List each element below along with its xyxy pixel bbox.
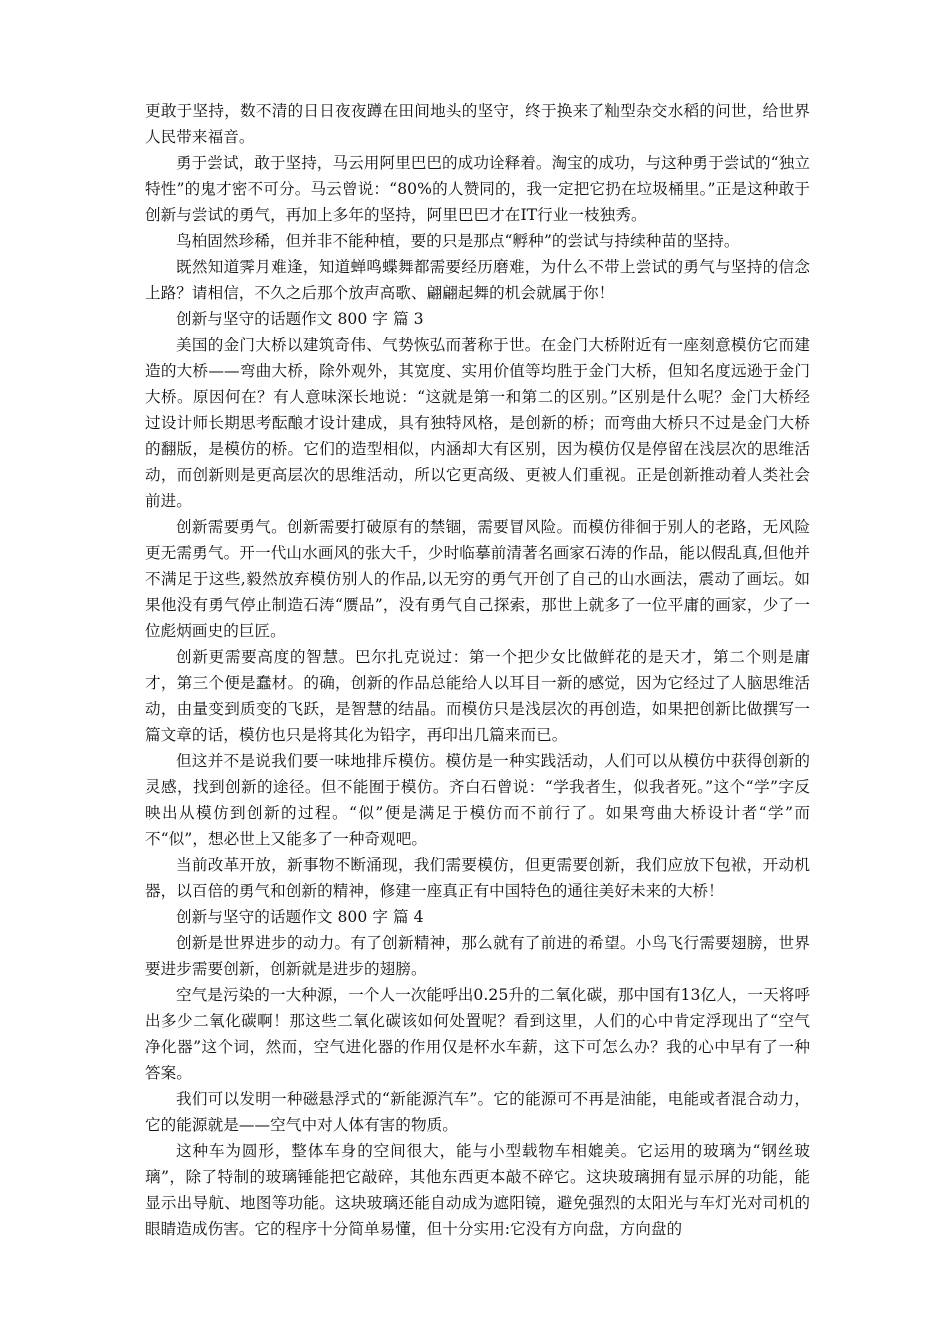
paragraph: 但这并不是说我们要一味地排斥模仿。模仿是一种实践活动，人们可以从模仿中获得创新的灵感，找到创新的途径。但不能囿于模仿。齐白石曾说：“学我者生，似我者死。”这个“学”字反映出从模仿到创新的过程。“似”便是满足于模仿而不前行了。如果弯曲大桥设计者“学”而不“似”，想必世上又能多了一种奇观吧。 bbox=[145, 752, 810, 848]
paragraph: 这种车为圆形，整体车身的空间很大，能与小型载物车相媲美。它运用的玻璃为“钢丝玻璃”，除了特制的玻璃锤能把它敲碎，其他东西更本敲不碎它。这块玻璃拥有显示屏的功能，能显示出导航、地图等功能。这块玻璃还能自动成为遮阳镜，避免强烈的太阳光与车灯光对司机的眼睛造成伤害。它的程序十分简单易懂，但十分实用:它没有方向盘，方向盘的 bbox=[145, 1142, 810, 1238]
paragraph: 美国的金门大桥以建筑奇伟、气势恢弘而著称于世。在金门大桥附近有一座刻意模仿它而建造的大桥——弯曲大桥，除外观外，其宽度、实用价值等均胜于金门大桥，但知名度远逊于金门大桥。原因何在？有人意味深长地说：“这就是第一和第二的区别。”区别是什么呢？金门大桥经过设计师长期思考酝酿才设计建成，具有独特风格，是创新的桥；而弯曲大桥只不过是金门大桥的翻版，是模仿的桥。它们的造型相似，内涵却大有区别，因为模仿仅是停留在浅层次的思维活动，而创新则是更高层次的思维活动，所以它更高级、更被人们重视。正是创新推动着人类社会前进。 bbox=[145, 336, 810, 510]
section-heading: 创新与坚守的话题作文 800 字 篇 3 bbox=[176, 310, 424, 328]
paragraph: 鸟柏固然珍稀，但并非不能种植，要的只是那点“孵种”的尝试与持续种苗的坚持。 bbox=[176, 232, 740, 250]
document-body bbox=[145, 98, 810, 1242]
paragraph: 创新需要勇气。创新需要打破原有的禁锢，需要冒风险。而模仿徘徊于别人的老路，无风险更无需勇气。开一代山水画风的张大千，少时临摹前清著名画家石涛的作品，能以假乱真,但他并不满足于这些,毅然放弃模仿别人的作品,以无穷的勇气开创了自己的山水画法，震动了画坛。如果他没有勇气停止制造石涛“赝品”，没有勇气自己探索，那世上就多了一位平庸的画家，少了一位彪炳画史的巨匠。 bbox=[145, 518, 810, 640]
paragraph: 既然知道霁月难逢，知道蝉鸣蝶舞都需要经历磨难，为什么不带上尝试的勇气与坚持的信念上路？请相信，不久之后那个放声高歌、翩翩起舞的机会就属于你！ bbox=[145, 258, 810, 302]
paragraph: 我们可以发明一种磁悬浮式的“新能源汽车”。它的能源可不再是油能，电能或者混合动力，它的能源就是——空气中对人体有害的物质。 bbox=[145, 1090, 810, 1134]
paragraph: 创新更需要高度的智慧。巴尔扎克说过：第一个把少女比做鲜花的是天才，第二个则是庸才，第三个便是蠢材。的确，创新的作品总能给人以耳目一新的感觉，因为它经过了人脑思维活动，由量变到质变的飞跃，是智慧的结晶。而模仿只是浅层次的再创造，如果把创新比做撰写一篇文章的话，模仿也只是将其化为铅字，再印出几篇来而已。 bbox=[145, 648, 810, 744]
section-heading: 创新与坚守的话题作文 800 字 篇 4 bbox=[176, 908, 424, 926]
paragraph: 创新是世界进步的动力。有了创新精神，那么就有了前进的希望。小鸟飞行需要翅膀，世界要进步需要创新，创新就是进步的翅膀。 bbox=[145, 934, 810, 978]
paragraph: 当前改革开放，新事物不断涌现，我们需要模仿，但更需要创新，我们应放下包袱，开动机器，以百倍的勇气和创新的精神，修建一座真正有中国特色的通往美好未来的大桥！ bbox=[145, 856, 810, 900]
paragraph: 勇于尝试，敢于坚持，马云用阿里巴巴的成功诠释着。淘宝的成功，与这种勇于尝试的“独立特性”的鬼才密不可分。马云曾说：“80%的人赞同的，我一定把它扔在垃圾桶里。”正是这种敢于创新与尝试的勇气，再加上多年的坚持，阿里巴巴才在IT行业一枝独秀。 bbox=[145, 154, 810, 224]
paragraph: 空气是污染的一大种源，一个人一次能呼出0.25升的二氧化碳，那中国有13亿人，一天将呼出多少二氧化碳啊！那这些二氧化碳该如何处置呢？看到这里，人们的心中肯定浮现出了“空气净化器”这个词，然而，空气进化器的作用仅是杯水车薪，这下可怎么办？我的心中早有了一种答案。 bbox=[145, 986, 810, 1082]
paragraph: 更敢于坚持，数不清的日日夜夜蹲在田间地头的坚守，终于换来了籼型杂交水稻的问世，给世界人民带来福音。 bbox=[145, 102, 810, 146]
